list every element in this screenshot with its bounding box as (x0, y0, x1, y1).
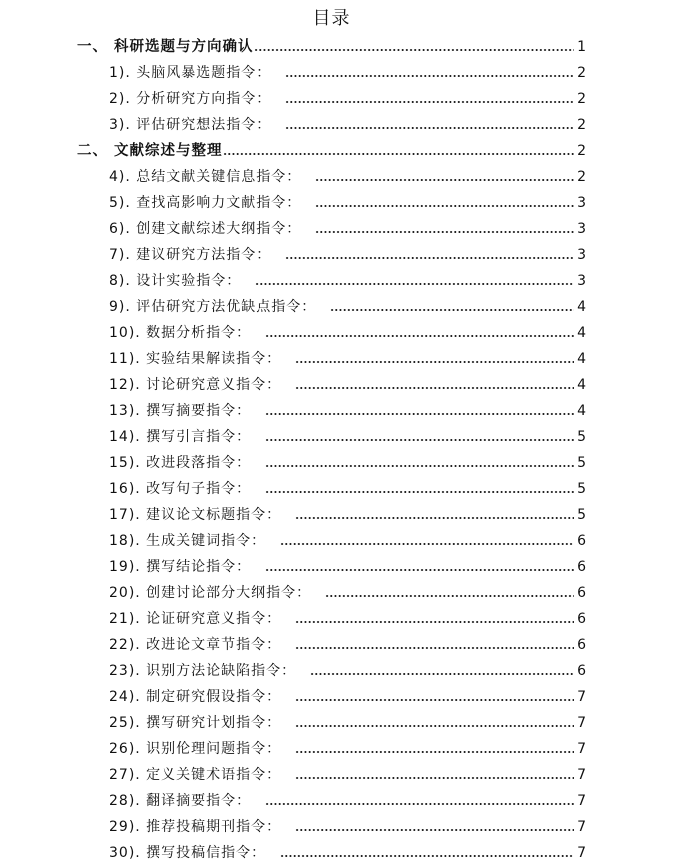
toc-page-number: 5 (577, 455, 586, 471)
toc-entry-label: 2). 分析研究方向指令： (109, 91, 272, 107)
toc-dot-leader (285, 255, 574, 261)
toc-dot-leader (295, 775, 574, 781)
toc-entry-label: 19). 撰写结论指令： (109, 559, 252, 575)
toc-dot-leader (295, 827, 574, 833)
toc-item-entry[interactable] (0, 319, 679, 345)
toc-dot-leader (315, 177, 574, 183)
toc-entry-label: 10). 数据分析指令： (109, 325, 252, 341)
toc-page-number: 6 (577, 663, 586, 679)
toc-item-entry[interactable] (0, 371, 679, 397)
toc-list (0, 33, 679, 865)
toc-entry-label: 23). 识别方法论缺陷指令： (109, 663, 297, 679)
toc-page-number: 3 (577, 273, 586, 289)
toc-entry-label: 24). 制定研究假设指令： (109, 689, 282, 705)
toc-dot-leader (265, 489, 574, 495)
toc-item-entry[interactable] (0, 85, 679, 111)
toc-item-entry[interactable] (0, 605, 679, 631)
toc-page-number: 7 (577, 715, 586, 731)
toc-entry-label: 3). 评估研究想法指令： (109, 117, 272, 133)
toc-item-entry[interactable] (0, 163, 679, 189)
toc-entry-label: 14). 撰写引言指令： (109, 429, 252, 445)
toc-entry-label: 二、 文献综述与整理 (77, 143, 223, 159)
toc-item-entry[interactable] (0, 293, 679, 319)
toc-dot-leader (325, 593, 574, 599)
toc-entry-label: 11). 实验结果解读指令： (109, 351, 282, 367)
toc-page-number: 7 (577, 741, 586, 757)
toc-page-number: 7 (577, 767, 586, 783)
toc-page-number: 3 (577, 195, 586, 211)
toc-dot-leader (280, 853, 574, 859)
toc-page-number: 6 (577, 611, 586, 627)
toc-page-number: 4 (577, 351, 586, 367)
toc-item-entry[interactable] (0, 527, 679, 553)
toc-page-number: 2 (577, 65, 586, 81)
toc-entry-label: 15). 改进段落指令： (109, 455, 252, 471)
toc-page-number: 4 (577, 299, 586, 315)
toc-dot-leader (295, 697, 574, 703)
toc-item-entry[interactable] (0, 761, 679, 787)
toc-entry-label: 18). 生成关键词指令： (109, 533, 267, 549)
toc-item-entry[interactable] (0, 553, 679, 579)
toc-item-entry[interactable] (0, 501, 679, 527)
toc-title: 目录 (312, 8, 351, 29)
toc-item-entry[interactable] (0, 449, 679, 475)
toc-item-entry[interactable] (0, 397, 679, 423)
toc-page-number: 4 (577, 377, 586, 393)
toc-item-entry[interactable] (0, 631, 679, 657)
toc-entry-label: 25). 撰写研究计划指令： (109, 715, 282, 731)
toc-page-number: 4 (577, 403, 586, 419)
toc-dot-leader (265, 801, 574, 807)
toc-entry-label: 28). 翻译摘要指令： (109, 793, 252, 809)
toc-page-number: 6 (577, 585, 586, 601)
toc-item-entry[interactable] (0, 579, 679, 605)
toc-page-number: 3 (577, 221, 586, 237)
toc-page-number: 2 (577, 117, 586, 133)
toc-dot-leader (295, 619, 574, 625)
toc-item-entry[interactable] (0, 787, 679, 813)
toc-entry-label: 16). 改写句子指令： (109, 481, 252, 497)
toc-dot-leader (285, 73, 574, 79)
toc-entry-label: 20). 创建讨论部分大纲指令： (109, 585, 312, 601)
toc-entry-label: 1). 头脑风暴选题指令： (109, 65, 272, 81)
toc-item-entry[interactable] (0, 59, 679, 85)
toc-entry-label: 21). 论证研究意义指令： (109, 611, 282, 627)
toc-item-entry[interactable] (0, 839, 679, 865)
toc-dot-leader (315, 229, 574, 235)
toc-dot-leader (265, 463, 574, 469)
toc-page-number: 3 (577, 247, 586, 263)
toc-dot-leader (280, 541, 574, 547)
toc-entry-label: 7). 建议研究方法指令： (109, 247, 272, 263)
toc-dot-leader (295, 359, 574, 365)
toc-page-number: 6 (577, 637, 586, 653)
toc-entry-label: 8). 设计实验指令： (109, 273, 242, 289)
toc-dot-leader (285, 125, 574, 131)
toc-entry-label: 9). 评估研究方法优缺点指令： (109, 299, 317, 315)
toc-page-number: 7 (577, 845, 586, 861)
toc-page-number: 7 (577, 793, 586, 809)
toc-dot-leader (265, 567, 574, 573)
toc-item-entry[interactable] (0, 735, 679, 761)
toc-dot-leader (295, 385, 574, 391)
toc-dot-leader (295, 749, 574, 755)
toc-dot-leader (295, 645, 574, 651)
toc-entry-label: 29). 推荐投稿期刊指令： (109, 819, 282, 835)
toc-dot-leader (295, 723, 574, 729)
toc-item-entry[interactable] (0, 111, 679, 137)
toc-dot-leader (310, 671, 574, 677)
toc-page-number: 5 (577, 507, 586, 523)
toc-page-number: 1 (577, 39, 586, 55)
toc-page-number: 5 (577, 429, 586, 445)
toc-item-entry[interactable] (0, 215, 679, 241)
toc-item-entry[interactable] (0, 683, 679, 709)
toc-page-number: 2 (577, 169, 586, 185)
toc-dot-leader (254, 47, 574, 53)
toc-page-number: 2 (577, 143, 586, 159)
toc-entry-label: 27). 定义关键术语指令： (109, 767, 282, 783)
toc-entry-label: 26). 识别伦理问题指令： (109, 741, 282, 757)
toc-page-number: 7 (577, 689, 586, 705)
toc-dot-leader (223, 151, 574, 157)
toc-entry-label: 6). 创建文献综述大纲指令： (109, 221, 302, 237)
toc-entry-label: 12). 讨论研究意义指令： (109, 377, 282, 393)
toc-dot-leader (295, 515, 574, 521)
toc-entry-label: 22). 改进论文章节指令： (109, 637, 282, 653)
toc-page-number: 2 (577, 91, 586, 107)
toc-page-number: 4 (577, 325, 586, 341)
toc-item-entry[interactable] (0, 267, 679, 293)
toc-entry-label: 30). 撰写投稿信指令： (109, 845, 267, 861)
toc-item-entry[interactable] (0, 475, 679, 501)
toc-item-entry[interactable] (0, 345, 679, 371)
toc-item-entry[interactable] (0, 813, 679, 839)
toc-page-number: 6 (577, 559, 586, 575)
toc-entry-label: 5). 查找高影响力文献指令： (109, 195, 302, 211)
toc-dot-leader (315, 203, 574, 209)
toc-page-number: 6 (577, 533, 586, 549)
toc-entry-label: 13). 撰写摘要指令： (109, 403, 252, 419)
toc-item-entry[interactable] (0, 709, 679, 735)
toc-dot-leader (255, 281, 574, 287)
toc-item-entry[interactable] (0, 189, 679, 215)
toc-item-entry[interactable] (0, 241, 679, 267)
toc-item-entry[interactable] (0, 657, 679, 683)
toc-dot-leader (285, 99, 574, 105)
toc-dot-leader (265, 411, 574, 417)
toc-page-number: 7 (577, 819, 586, 835)
toc-dot-leader (265, 437, 574, 443)
toc-dot-leader (330, 307, 574, 313)
toc-item-entry[interactable] (0, 423, 679, 449)
toc-section-entry[interactable] (0, 33, 679, 59)
toc-entry-label: 一、 科研选题与方向确认 (77, 39, 254, 55)
toc-page-number: 5 (577, 481, 586, 497)
toc-section-entry[interactable] (0, 137, 679, 163)
toc-dot-leader (265, 333, 574, 339)
toc-entry-label: 4). 总结文献关键信息指令： (109, 169, 302, 185)
toc-entry-label: 17). 建议论文标题指令： (109, 507, 282, 523)
